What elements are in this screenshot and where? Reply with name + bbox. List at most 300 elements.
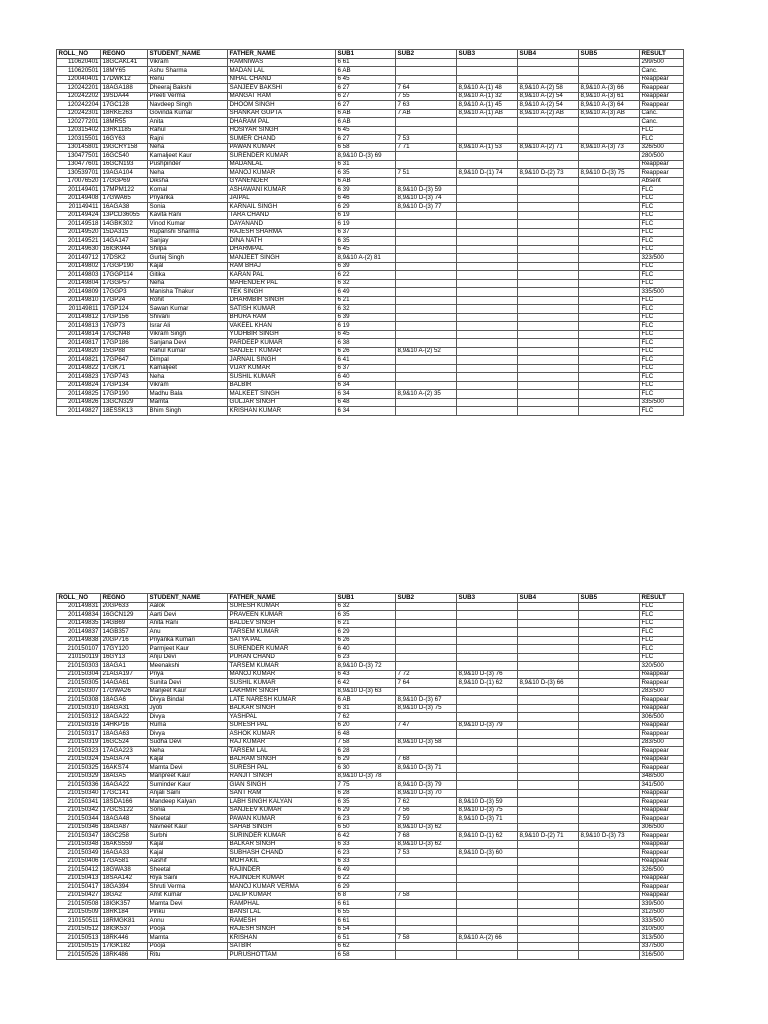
cell-regno: 17GCS122 (101, 806, 148, 815)
cell-student-name: Annu (148, 917, 228, 926)
cell-student-name: Meenakshi (148, 662, 228, 671)
cell-roll-no: 201149827 (57, 407, 101, 416)
cell-sub3: 8,9&10 A-(1) AB (457, 109, 518, 118)
cell-sub3 (457, 874, 518, 883)
cell-sub3 (457, 398, 518, 407)
cell-sub2: 7 68 (396, 832, 457, 841)
cell-roll-no: 201149825 (57, 390, 101, 399)
cell-father-name: BHURA RAM (228, 313, 336, 322)
cell-regno: 20GP633 (101, 602, 148, 611)
cell-roll-no: 201149411 (57, 203, 101, 212)
table-row (57, 645, 684, 654)
cell-sub2 (396, 288, 457, 297)
cell-sub4: 8,9&10 D-(2) 73 (518, 169, 579, 178)
cell-result: FLC (640, 203, 684, 212)
cell-sub4 (518, 781, 579, 790)
cell-sub2: 7 72 (396, 670, 457, 679)
cell-result: FLC (640, 602, 684, 611)
cell-roll-no: 201149831 (57, 602, 101, 611)
table-row (57, 407, 684, 416)
cell-result: 335/500 (640, 288, 684, 297)
cell-sub1: 6 40 (336, 645, 396, 654)
cell-sub2 (396, 296, 457, 305)
cell-father-name: PRAVEEN KUMAR (228, 611, 336, 620)
cell-regno: 17GGP114 (101, 271, 148, 280)
cell-roll-no: 210150316 (57, 721, 101, 730)
cell-student-name: Sanjana Devi (148, 339, 228, 348)
cell-sub3: 8,9&10 A-(1) 45 (457, 101, 518, 110)
cell-student-name: Mamta (148, 398, 228, 407)
cell-sub1: 6 42 (336, 679, 396, 688)
cell-result: Reappear (640, 857, 684, 866)
cell-sub5 (579, 254, 640, 263)
cell-sub5 (579, 849, 640, 858)
cell-roll-no: 210150119 (57, 653, 101, 662)
cell-student-name: Kajal (148, 262, 228, 271)
cell-sub4 (518, 696, 579, 705)
cell-sub5 (579, 330, 640, 339)
cell-sub4 (518, 653, 579, 662)
cell-sub2: 8,9&10 A-(2) 35 (396, 390, 457, 399)
cell-student-name: Vinod Kumar (148, 220, 228, 229)
table-row (57, 662, 684, 671)
cell-roll-no: 201149835 (57, 619, 101, 628)
cell-roll-no: 120242202 (57, 92, 101, 101)
cell-regno: 17GWA65 (101, 194, 148, 203)
cell-result: FLC (640, 407, 684, 416)
cell-sub4 (518, 228, 579, 237)
cell-sub2 (396, 407, 457, 416)
cell-father-name: TARSEM LAL (228, 747, 336, 756)
cell-result: FLC (640, 279, 684, 288)
cell-sub2 (396, 305, 457, 314)
cell-sub3: 8,9&10 A-(1) 32 (457, 92, 518, 101)
table-row (57, 220, 684, 229)
cell-result: FLC (640, 135, 684, 144)
cell-result: FLC (640, 645, 684, 654)
cell-regno: 15DA315 (101, 228, 148, 237)
cell-student-name: Kajal (148, 849, 228, 858)
cell-student-name: Surbhi (148, 832, 228, 841)
cell-sub5 (579, 135, 640, 144)
cell-sub3 (457, 245, 518, 254)
table-row (57, 330, 684, 339)
cell-sub1: 6 45 (336, 75, 396, 84)
cell-sub3 (457, 381, 518, 390)
cell-sub4 (518, 296, 579, 305)
cell-roll-no: 210150312 (57, 713, 101, 722)
cell-sub1: 6 32 (336, 279, 396, 288)
cell-sub3 (457, 645, 518, 654)
cell-result: 306/500 (640, 823, 684, 832)
cell-result: Reappear (640, 704, 684, 713)
cell-sub5 (579, 866, 640, 875)
table-row (57, 951, 684, 960)
cell-sub3 (457, 75, 518, 84)
header-sub1: SUB1 (336, 50, 396, 59)
cell-student-name: Manisha Thakur (148, 288, 228, 297)
cell-sub3 (457, 908, 518, 917)
cell-father-name: DHARAM PAL (228, 118, 336, 127)
cell-sub1: 6 37 (336, 228, 396, 237)
cell-sub2 (396, 602, 457, 611)
cell-father-name: SATBIR (228, 942, 336, 951)
cell-roll-no: 201149521 (57, 237, 101, 246)
table-row (57, 169, 684, 178)
cell-student-name: Mandeep Kalyan (148, 798, 228, 807)
cell-sub2: 8,9&10 D-(3) 62 (396, 840, 457, 849)
cell-roll-no: 201149812 (57, 313, 101, 322)
cell-father-name: SAHAB SINGH (228, 823, 336, 832)
cell-father-name: BALKAR SINGH (228, 840, 336, 849)
cell-sub1: 6 33 (336, 857, 396, 866)
cell-roll-no: 210150347 (57, 832, 101, 841)
cell-result: FLC (640, 364, 684, 373)
cell-sub2: 7 64 (396, 679, 457, 688)
cell-father-name: KRISHAN (228, 934, 336, 943)
cell-regno: 19GCRY158 (101, 143, 148, 152)
table-row (57, 67, 684, 76)
cell-result: FLC (640, 653, 684, 662)
cell-sub2 (396, 339, 457, 348)
cell-sub2 (396, 662, 457, 671)
cell-sub2 (396, 730, 457, 739)
cell-student-name: Sudha Devi (148, 738, 228, 747)
cell-student-name: Vikram (148, 381, 228, 390)
cell-father-name: LATE NARESH KUMAR (228, 696, 336, 705)
cell-sub3 (457, 356, 518, 365)
cell-sub4 (518, 271, 579, 280)
table-row (57, 373, 684, 382)
cell-result: Reappear (640, 747, 684, 756)
cell-sub4 (518, 823, 579, 832)
cell-student-name: Madhu Bala (148, 390, 228, 399)
cell-sub4 (518, 806, 579, 815)
cell-sub3 (457, 628, 518, 637)
cell-student-name: Anjali Saini (148, 789, 228, 798)
cell-result: FLC (640, 339, 684, 348)
table-row (57, 160, 684, 169)
cell-father-name: GIAN SINGH (228, 781, 336, 790)
header-sub4: SUB4 (518, 50, 579, 59)
cell-sub5 (579, 857, 640, 866)
cell-sub2: 7 59 (396, 815, 457, 824)
cell-father-name: BANSI LAL (228, 908, 336, 917)
cell-sub5 (579, 356, 640, 365)
cell-sub3: 8,9&10 A-(1) 53 (457, 143, 518, 152)
cell-sub5 (579, 891, 640, 900)
cell-student-name: Ashu Sharma (148, 67, 228, 76)
cell-student-name: Vikram (148, 58, 228, 67)
cell-sub4: 8,9&10 D-(2) 71 (518, 832, 579, 841)
cell-regno: 17GP73 (101, 322, 148, 331)
cell-sub4: 8,9&10 D-(3) 66 (518, 679, 579, 688)
header-father-name: FATHER_NAME (228, 50, 336, 59)
cell-sub4 (518, 747, 579, 756)
cell-sub4 (518, 160, 579, 169)
cell-sub2 (396, 381, 457, 390)
cell-roll-no: 201149822 (57, 364, 101, 373)
cell-roll-no: 201149814 (57, 330, 101, 339)
cell-sub3 (457, 823, 518, 832)
table-row (57, 109, 684, 118)
cell-sub5 (579, 942, 640, 951)
cell-sub2 (396, 900, 457, 909)
cell-sub5 (579, 747, 640, 756)
cell-father-name: VAKEEL KHAN (228, 322, 336, 331)
cell-sub3 (457, 364, 518, 373)
cell-result: Reappear (640, 849, 684, 858)
cell-roll-no: 130539701 (57, 169, 101, 178)
cell-sub2 (396, 398, 457, 407)
cell-sub1: 6 27 (336, 135, 396, 144)
cell-sub3 (457, 194, 518, 203)
cell-sub4 (518, 730, 579, 739)
cell-sub2: 8,9&10 A-(2) 52 (396, 347, 457, 356)
cell-father-name: MANOJ KUMAR (228, 670, 336, 679)
cell-student-name: Sonia (148, 203, 228, 212)
cell-result: Reappear (640, 789, 684, 798)
cell-regno: 15GP88 (101, 347, 148, 356)
cell-father-name: SANJEEV BAKSHI (228, 84, 336, 93)
cell-sub4 (518, 883, 579, 892)
cell-regno: 18AGA1 (101, 662, 148, 671)
cell-sub4: 8,9&10 A-(2) 71 (518, 143, 579, 152)
cell-result: Reappear (640, 721, 684, 730)
cell-sub3: 8,9&10 D-(3) 76 (457, 670, 518, 679)
cell-roll-no: 210150346 (57, 823, 101, 832)
cell-roll-no: 110620501 (57, 67, 101, 76)
cell-roll-no: 130477501 (57, 152, 101, 161)
cell-sub3: 8,9&10 D-(1) 62 (457, 679, 518, 688)
cell-student-name: Vikram Singh (148, 330, 228, 339)
cell-roll-no: 210150340 (57, 789, 101, 798)
cell-sub2 (396, 330, 457, 339)
header-result: RESULT (640, 50, 684, 59)
cell-sub1: 6 41 (336, 356, 396, 365)
cell-result: 299/500 (640, 58, 684, 67)
cell-sub2: 7 58 (396, 934, 457, 943)
cell-regno: 17GGP69 (101, 177, 148, 186)
cell-regno: 18AGA5 (101, 772, 148, 781)
cell-roll-no: 120242204 (57, 101, 101, 110)
cell-father-name: GYANENDER (228, 177, 336, 186)
table-row (57, 288, 684, 297)
cell-roll-no: 120242301 (57, 109, 101, 118)
cell-sub4 (518, 704, 579, 713)
header-roll-no: ROLL_NO (57, 594, 101, 603)
cell-result: 313/500 (640, 934, 684, 943)
cell-sub5 (579, 364, 640, 373)
cell-result: Reappear (640, 169, 684, 178)
cell-sub5 (579, 883, 640, 892)
cell-father-name: SUSHIL KUMAR (228, 679, 336, 688)
cell-sub4 (518, 849, 579, 858)
cell-result: FLC (640, 628, 684, 637)
cell-sub3 (457, 713, 518, 722)
cell-roll-no: 210150344 (57, 815, 101, 824)
cell-roll-no: 210150509 (57, 908, 101, 917)
cell-sub5 (579, 823, 640, 832)
cell-roll-no: 120277201 (57, 118, 101, 127)
cell-sub2 (396, 653, 457, 662)
cell-sub5 (579, 628, 640, 637)
cell-father-name: RAJESH SHARMA (228, 228, 336, 237)
cell-sub5: 8,9&10 D-(3) 75 (579, 169, 640, 178)
cell-sub5: 8,9&10 A-(3) 73 (579, 143, 640, 152)
cell-sub4: 8,9&10 A-(2) 54 (518, 101, 579, 110)
cell-sub3 (457, 407, 518, 416)
cell-roll-no: 210150508 (57, 900, 101, 909)
cell-sub4 (518, 339, 579, 348)
table-row (57, 245, 684, 254)
cell-sub1: 6 27 (336, 92, 396, 101)
table-row (57, 866, 684, 875)
cell-regno: 13PCD36055 (101, 211, 148, 220)
table-row (57, 194, 684, 203)
cell-sub4 (518, 815, 579, 824)
cell-sub4 (518, 764, 579, 773)
cell-sub5 (579, 670, 640, 679)
cell-sub5 (579, 211, 640, 220)
table-row (57, 772, 684, 781)
cell-student-name: Sheetal (148, 866, 228, 875)
cell-result: Reappear (640, 840, 684, 849)
cell-sub4 (518, 407, 579, 416)
cell-father-name: MANGAT RAM (228, 92, 336, 101)
cell-regno: 19SDA44 (101, 92, 148, 101)
cell-student-name: Neha (148, 373, 228, 382)
cell-sub4 (518, 254, 579, 263)
header-father-name: FATHER_NAME (228, 594, 336, 603)
cell-roll-no: 210150325 (57, 764, 101, 773)
table-row (57, 364, 684, 373)
cell-sub3 (457, 619, 518, 628)
cell-regno: 19AGA104 (101, 169, 148, 178)
cell-student-name: Pooja (148, 925, 228, 934)
cell-result: 339/500 (640, 900, 684, 909)
cell-sub3 (457, 305, 518, 314)
cell-sub3 (457, 755, 518, 764)
table-row (57, 755, 684, 764)
cell-sub2 (396, 713, 457, 722)
cell-sub1: 6 21 (336, 296, 396, 305)
cell-sub1: 6 34 (336, 381, 396, 390)
header-sub5: SUB5 (579, 50, 640, 59)
cell-result: 312/500 (640, 908, 684, 917)
cell-roll-no: 210150342 (57, 806, 101, 815)
cell-sub2 (396, 118, 457, 127)
cell-father-name: MADAN LAL (228, 67, 336, 76)
table-row (57, 203, 684, 212)
header-roll-no: ROLL_NO (57, 50, 101, 59)
cell-result: 306/500 (640, 713, 684, 722)
cell-father-name: SURESH PAL (228, 764, 336, 773)
header-sub4: SUB4 (518, 594, 579, 603)
cell-father-name: SANJEET KUMAR (228, 347, 336, 356)
cell-father-name: SANT RAM (228, 789, 336, 798)
table-row (57, 101, 684, 110)
cell-sub1: 6 45 (336, 245, 396, 254)
cell-sub5 (579, 237, 640, 246)
cell-father-name: KRISHAN KUMAR (228, 407, 336, 416)
cell-sub5 (579, 611, 640, 620)
cell-sub2: 8,9&10 D-(3) 59 (396, 186, 457, 195)
cell-sub5 (579, 67, 640, 76)
cell-result: 326/500 (640, 866, 684, 875)
cell-roll-no: 210150349 (57, 849, 101, 858)
cell-regno: 17GCN48 (101, 330, 148, 339)
cell-sub2 (396, 857, 457, 866)
cell-sub1: 6 37 (336, 364, 396, 373)
cell-regno: 17MPM122 (101, 186, 148, 195)
table-row (57, 611, 684, 620)
cell-sub1: 6 AB (336, 177, 396, 186)
cell-sub2: 8,9&10 D-(3) 62 (396, 823, 457, 832)
cell-regno: 17GA581 (101, 857, 148, 866)
cell-father-name: ASHOK KUMAR (228, 730, 336, 739)
cell-father-name: JAIPAL (228, 194, 336, 203)
cell-sub4 (518, 721, 579, 730)
cell-sub5 (579, 58, 640, 67)
cell-sub3 (457, 211, 518, 220)
cell-sub3 (457, 118, 518, 127)
cell-sub2 (396, 67, 457, 76)
cell-roll-no: 210150304 (57, 670, 101, 679)
cell-regno: 17GK71 (101, 364, 148, 373)
cell-student-name: Kajal (148, 840, 228, 849)
cell-student-name: Pushpinder (148, 160, 228, 169)
table-row (57, 339, 684, 348)
cell-sub5 (579, 840, 640, 849)
cell-sub2: 7 53 (396, 135, 457, 144)
cell-sub1: 6 40 (336, 373, 396, 382)
table-row (57, 840, 684, 849)
cell-regno: 17GP124 (101, 305, 148, 314)
cell-student-name: Kamaljeet (148, 364, 228, 373)
cell-student-name: Neha (148, 143, 228, 152)
cell-student-name: Manpreet Kaur (148, 772, 228, 781)
cell-regno: 14GB69 (101, 619, 148, 628)
cell-sub4 (518, 118, 579, 127)
cell-student-name: Ritu (148, 951, 228, 960)
cell-student-name: Neha (148, 279, 228, 288)
cell-result: FLC (640, 186, 684, 195)
cell-sub3 (457, 730, 518, 739)
table-row (57, 806, 684, 815)
cell-student-name: Amit Kumar (148, 891, 228, 900)
cell-sub3 (457, 313, 518, 322)
cell-sub3 (457, 220, 518, 229)
cell-sub1: 6 19 (336, 211, 396, 220)
cell-father-name: DAYANAND (228, 220, 336, 229)
header-sub3: SUB3 (457, 594, 518, 603)
cell-sub4 (518, 925, 579, 934)
cell-sub3: 8,9&10 D-(3) 75 (457, 806, 518, 815)
cell-regno: 18GA394 (101, 883, 148, 892)
cell-student-name: Neha (148, 169, 228, 178)
cell-sub1: 8,9&10 D-(3) 78 (336, 772, 396, 781)
cell-regno: 21AGA197 (101, 670, 148, 679)
cell-roll-no: 130145801 (57, 143, 101, 152)
cell-regno: 17GC141 (101, 789, 148, 798)
cell-regno: 18RK486 (101, 951, 148, 960)
cell-result: Reappear (640, 755, 684, 764)
cell-sub1: 6 27 (336, 101, 396, 110)
cell-sub3: 8,9&10 D-(3) 71 (457, 815, 518, 824)
cell-sub3 (457, 152, 518, 161)
cell-sub1: 6 8 (336, 891, 396, 900)
